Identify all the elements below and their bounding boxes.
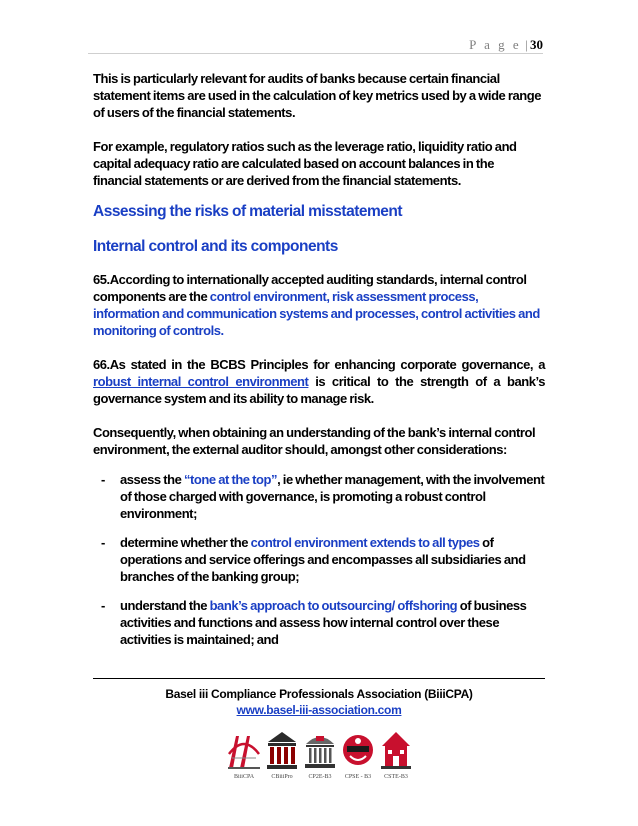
paragraph-consequently: Consequently, when obtaining an understanding of the bank’s internal control environment, the external auditor should, amongst other considerations: xyxy=(93,425,536,457)
paragraph-audits: This is particularly relevant for audits of banks because certain financial statement items are used in the calculation of key metrics used by a wide range of users of the financial statements. xyxy=(93,71,542,120)
heading-internal-control: Internal control and its components xyxy=(93,238,338,255)
list-item xyxy=(93,597,545,648)
bullet-text: of business activities and functions and assess how internal control over these activities is maintained; and xyxy=(120,598,527,647)
logo-biiicpa xyxy=(226,728,262,788)
list-item xyxy=(93,534,545,585)
page-label: P a g e xyxy=(469,37,522,52)
bullet-highlight: bank’s approach to outsourcing/ offshoring xyxy=(209,598,458,613)
paragraph-regulatory-ratios: For example, regulatory ratios such as the leverage ratio, liquidity ratio and capital adequacy ratio are calculated based on account balances in the financial statements or are derived from the financial statements. xyxy=(93,139,517,188)
logo-caption: CP2E-B3 xyxy=(308,774,332,780)
paragraph-66 xyxy=(93,356,545,407)
logo-caption: CBiiiPro xyxy=(271,774,293,780)
paragraph-66-text-b: is critical to the strength of a bank’s governance system and its ability to manage risk. xyxy=(93,374,545,406)
document-body xyxy=(93,70,545,660)
bullet-text: of operations and service offerings and encompasses all subsidiaries and branches of the banking group; xyxy=(120,535,526,584)
bullet-dash: - xyxy=(101,472,105,487)
bank-columns-icon xyxy=(264,728,300,772)
building-icon xyxy=(378,728,414,772)
logo-cbiiipro xyxy=(264,728,300,788)
paragraph-66-text-a: 66.As stated in the BCBS Principles for enhancing corporate governance, a xyxy=(93,357,545,372)
bullet-text: , ie whether management, with the involvement of those charged with governance, is promoting a robust control environment; xyxy=(120,472,545,521)
bullet-highlight: control environment extends to all types xyxy=(250,535,480,550)
bullet-text: assess the xyxy=(120,472,184,487)
bullet-dash: - xyxy=(101,598,105,613)
bullet-highlight: “tone at the top” xyxy=(183,472,278,487)
pantheon-icon xyxy=(302,728,338,772)
list-item xyxy=(93,471,545,522)
heading-assessing-risks: Assessing the risks of material misstatement xyxy=(93,203,403,220)
logo-caption: CSTE-B3 xyxy=(384,774,408,780)
shield-icon xyxy=(340,728,376,772)
page-number: 30 xyxy=(530,37,543,52)
considerations-list xyxy=(93,471,545,648)
paragraph-65-text: 65.According to internationally accepted auditing standards, internal control components are the xyxy=(93,272,527,304)
logo-caption: CPSE - B3 xyxy=(344,774,372,780)
page-separator: | xyxy=(525,37,528,52)
logo-cste xyxy=(378,728,414,788)
bridge-icon xyxy=(226,728,262,772)
logo-cp2e xyxy=(302,728,338,788)
bullet-text: understand the xyxy=(120,598,210,613)
bullet-dash: - xyxy=(101,535,105,550)
footer-logos xyxy=(226,728,416,788)
footer-organization: Basel iii Compliance Professionals Association (BiiiCPA) xyxy=(165,687,473,701)
footer-divider xyxy=(93,678,545,679)
logo-caption: BiiiCPA xyxy=(233,774,255,780)
paragraph-65-highlight: control environment, risk assessment process, information and communication systems and processes, control activities and monitoring of controls. xyxy=(93,289,540,338)
paragraph-65 xyxy=(93,271,545,339)
logo-cpse xyxy=(340,728,376,788)
bullet-text: determine whether the xyxy=(120,535,251,550)
footer-website-link[interactable]: www.basel-iii-association.com xyxy=(236,703,402,717)
page-header xyxy=(88,37,543,54)
robust-internal-control-link[interactable]: robust internal control environment xyxy=(93,374,309,389)
